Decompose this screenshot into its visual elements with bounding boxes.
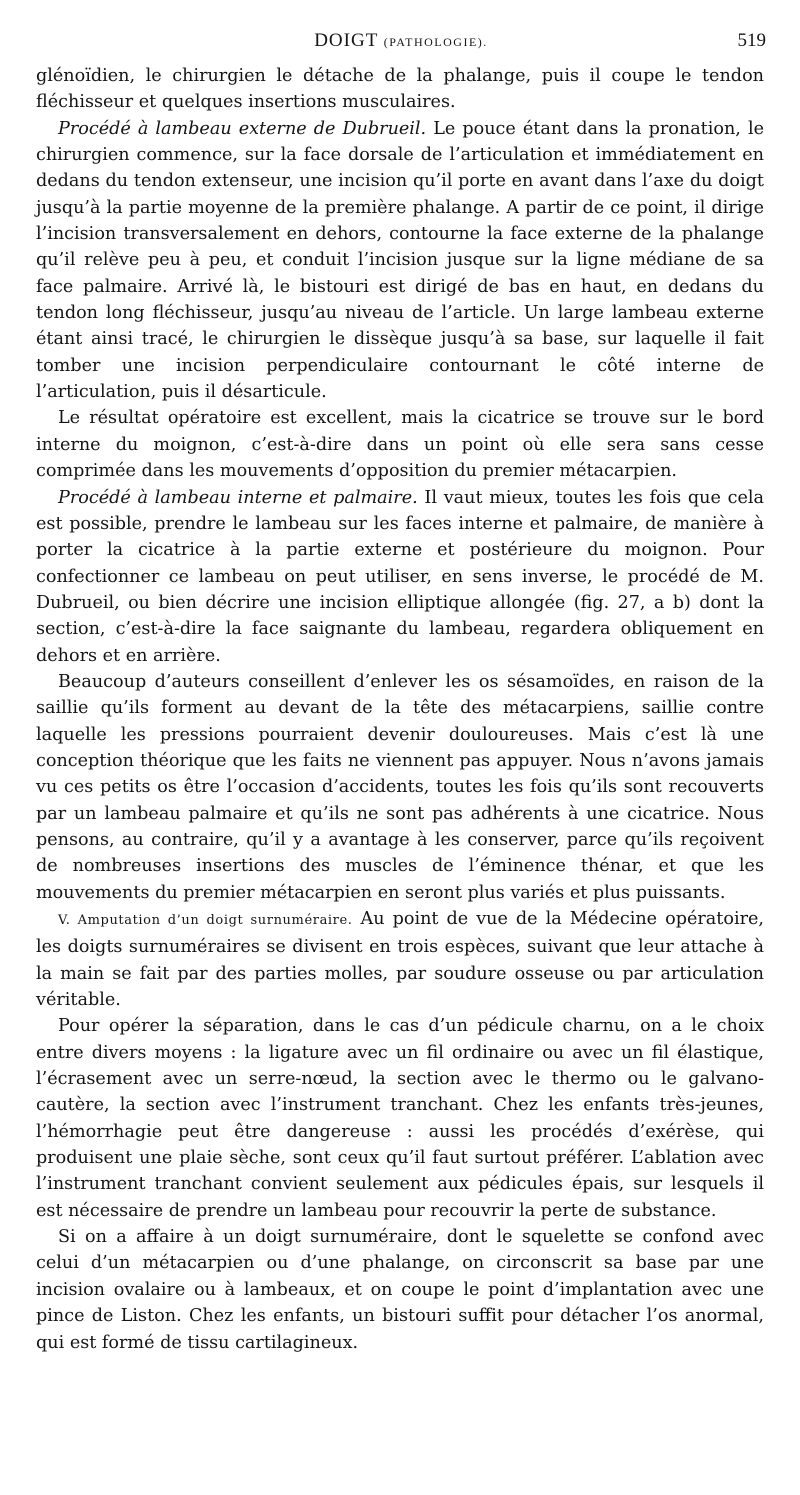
paragraph-sesamoids: [36, 669, 764, 906]
procedure-heading: Procédé à lambeau externe de Dubrueil.: [58, 118, 427, 139]
paragraph-supernumerary-heading: [36, 906, 764, 1013]
paragraph-text: Il vaut mieux, toutes les fois que cela est possible, prendre le lambeau sur les faces interne et palmaire, de manière à porter la cicatrice à la partie externe et postérieure du moignon. Pour confectionner ce lambeau on peut utiliser, en sens inverse, le procédé de M. Dubrueil, ou bien décrire une incision elliptique allongée (fig. 27, a b) dont la section, c’est-à-dire la face saignante du lambeau, regardera obliquement en dehors et en arrière.: [36, 487, 764, 666]
paragraph-text: Si on a affaire à un doigt surnuméraire, dont le squelette se confond avec celui d’un métacarpien ou d’une phalange, on circonscrit sa base par une incision ovalaire ou à lambeaux, et on coupe le point d’implantation avec une pince de Liston. Chez les enfants, un bistouri suffit pour détacher l’os anormal, qui est formé de tissu cartilagineux.: [36, 1227, 764, 1353]
running-title: [36, 30, 766, 52]
paragraph-result: [36, 405, 764, 484]
paragraph-text: glénoïdien, le chirurgien le détache de la phalange, puis il coupe le tendon fléchisseur et quelques insertions musculaires.: [36, 66, 764, 113]
running-header: [36, 30, 766, 58]
paragraph-separation: [36, 1013, 764, 1224]
section-heading: V. Amputation d’un doigt surnuméraire.: [58, 913, 353, 928]
paragraph-text: Pour opérer la séparation, dans le cas d’un pédicule charnu, on a le choix entre divers moyens : la ligature avec un fil ordinaire ou avec un fil élastique, l’écrasement avec un serre-nœud, la section avec le thermo ou le galvano-cautère, la section avec l’instrument tranchant. Chez les enfants très-jeunes, l’hémorrhagie peut être dangereuse : aussi les procédés d’exérèse, qui produisent une plaie sèche, sont ceux qu’il faut surtout préférer. L’ablation avec l’instrument tranchant convient seulement aux pédicules épais, sur lesquels il est nécessaire de prendre un lambeau pour recouvrir la perte de substance.: [36, 1016, 764, 1221]
running-title-main: DOIGT: [314, 30, 378, 51]
procedure-heading: Procédé à lambeau interne et palmaire.: [58, 487, 418, 508]
paragraph-text: Le résultat opératoire est excellent, mais la cicatrice se trouve sur le bord interne du moignon, c’est-à-dire dans un point où elle sera sans cesse comprimée dans les mouvements d’opposition du premier métacarpien.: [36, 408, 764, 482]
paragraph-palmar-procedure: [36, 485, 764, 669]
paragraph-dubrueil-procedure: [36, 116, 764, 406]
paragraph-text: Beaucoup d’auteurs conseillent d’enlever les os sésamoïdes, en raison de la saillie qu’ils forment au devant de la tête des métacarpiens, saillie contre laquelle les pressions pourraient devenir douloureuses. Mais c’est là une conception théorique que les faits ne viennent pas appuyer. Nous n’avons jamais vu ces petits os être l’occasion d’accidents, toutes les fois qu’ils sont recouverts par un lambeau palmaire et qu’ils ne sont pas adhérents à une cicatrice. Nous pensons, au contraire, qu’il y a avantage à les conserver, parce qu’ils reçoivent de nombreuses insertions des muscles de l’éminence thénar, et que les mouvements du premier métacarpien en seront plus variés et plus puissants.: [36, 671, 764, 903]
page-number: 519: [737, 30, 766, 51]
paragraph-continuation: [36, 63, 764, 116]
body-text: [36, 63, 764, 1356]
paragraph-text: Le pouce étant dans la pronation, le chirurgien commence, sur la face dorsale de l’articulation et immédiatement en dedans du tendon extenseur, une incision qu’il porte en avant dans l’axe du doigt jusqu’à la partie moyenne de la première phalange. A partir de ce point, il dirige l’incision transversalement en dehors, contourne la face externe de la phalange qu’il relève peu à peu, et conduit l’incision jusque sur la ligne médiane de sa face palmaire. Arrivé là, le bistouri est dirigé de bas en haut, en dedans du tendon long fléchisseur, jusqu’au niveau de l’article. Un large lambeau externe étant ainsi tracé, le chirurgien le dissèque jusqu’à sa base, sur laquelle il fait tomber une incision perpendiculaire contournant le côté interne de l’articulation, puis il désarticule.: [36, 118, 764, 403]
paragraph-text: Au point de vue de la Médecine opératoire, les doigts surnuméraires se divisent en trois espèces, suivant que leur attache à la main se fait par des parties molles, par soudure osseuse ou par articulation véritable.: [36, 909, 764, 1011]
paragraph-skeleton: [36, 1224, 764, 1356]
running-title-sub: (PATHOLOGIE).: [383, 35, 488, 49]
